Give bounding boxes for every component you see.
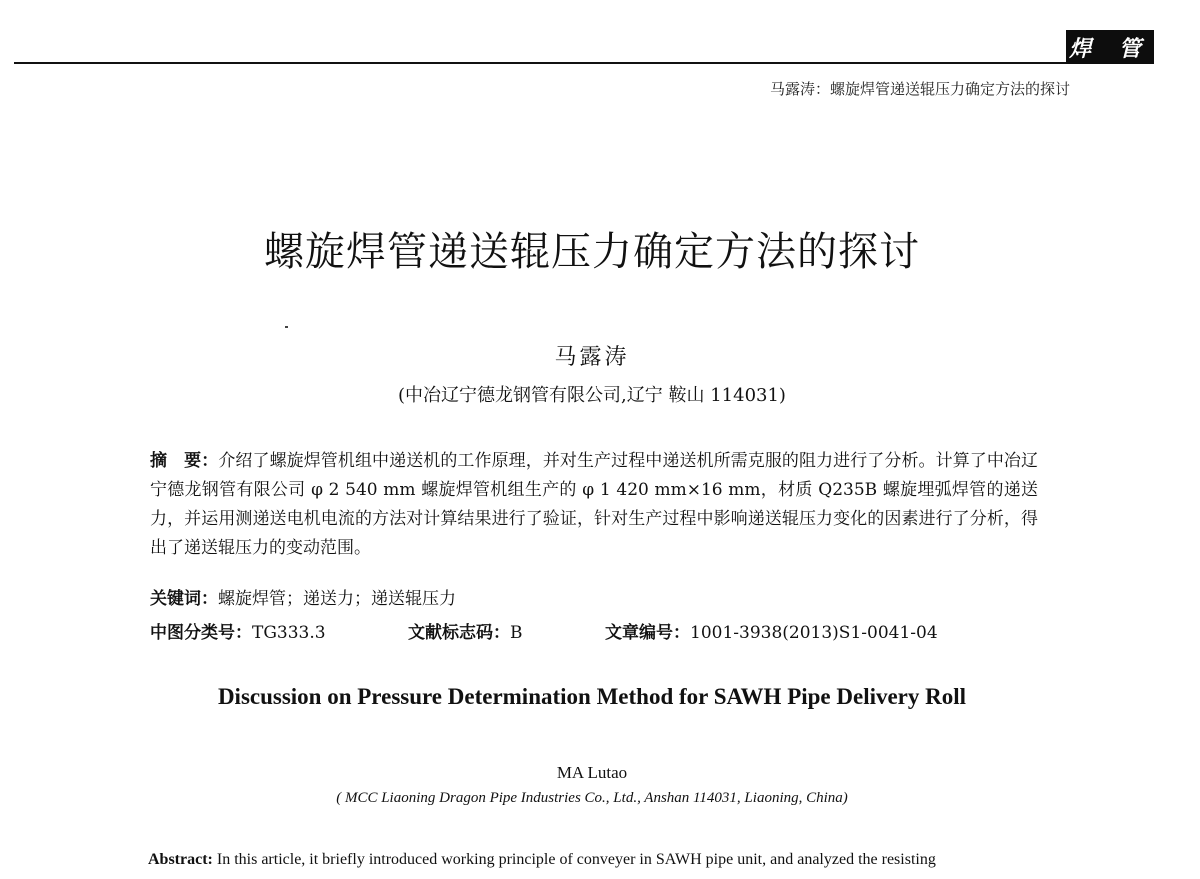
- running-head: 马露涛：螺旋焊管递送辊压力确定方法的探讨: [769, 80, 1070, 98]
- paper-title-en: Discussion on Pressure Determination Method for SAWH Pipe Delivery Roll: [217, 684, 967, 709]
- abstract-en-text: In this article, it briefly introduced working principle of conveyer in SAWH pipe unit, and analyzed the resisting: [212, 851, 936, 868]
- clc-field: [150, 623, 326, 643]
- abstract-cn-text: 介绍了螺旋焊管机组中递送机的工作原理，并对生产过程中递送机所需克服的阻力进行了分析。计算了中冶辽宁德龙钢管有限公司 φ 2 540 mm 螺旋焊管机组生产的 φ 1 420 mm×16 mm，材质 Q235B 螺旋埋弧焊管的递送力，并运用测递送电机电流的方法对计算结果进行了验证，针对生产过程中影响递送辊压力变化的因素进行了分析，得出了递送辊压力的变动范围。: [150, 451, 1039, 558]
- abstract-cn: [150, 447, 1038, 563]
- abstract-cn-label: 摘 要：: [150, 451, 219, 471]
- affiliation-cn: (中冶辽宁德龙钢管有限公司,辽宁 鞍山 114031): [398, 385, 786, 406]
- doc-code-field: [408, 618, 523, 643]
- abstract-en-label: Abstract:: [148, 851, 213, 868]
- article-no-label: 文章编号：: [605, 623, 690, 643]
- paper-title-cn: 螺旋焊管递送辊压力确定方法的探讨: [264, 229, 920, 275]
- author-cn: 马露涛: [554, 345, 630, 370]
- classification-line: [150, 618, 1050, 643]
- abstract-en: [148, 851, 1058, 869]
- keywords-label: 关键词：: [150, 589, 218, 609]
- doc-code-label: 文献标志码：: [408, 623, 510, 643]
- article-no-field: [605, 618, 938, 643]
- clc-label: 中图分类号：: [150, 623, 252, 643]
- keywords: [150, 584, 456, 609]
- article-no-value: 1001-3938(2013)S1-0041-04: [690, 623, 938, 643]
- header-rule: [14, 62, 1086, 64]
- keywords-text: 螺旋焊管；递送力；递送辊压力: [218, 589, 456, 609]
- scan-speck: [285, 326, 288, 328]
- doc-code-value: B: [510, 623, 523, 643]
- journal-badge: 焊 管: [1066, 30, 1154, 64]
- clc-value: TG333.3: [252, 623, 326, 643]
- affiliation-en: ( MCC Liaoning Dragon Pipe Industries Co., Ltd., Anshan 114031, Liaoning, China): [336, 790, 848, 806]
- author-en: MA Lutao: [556, 763, 628, 782]
